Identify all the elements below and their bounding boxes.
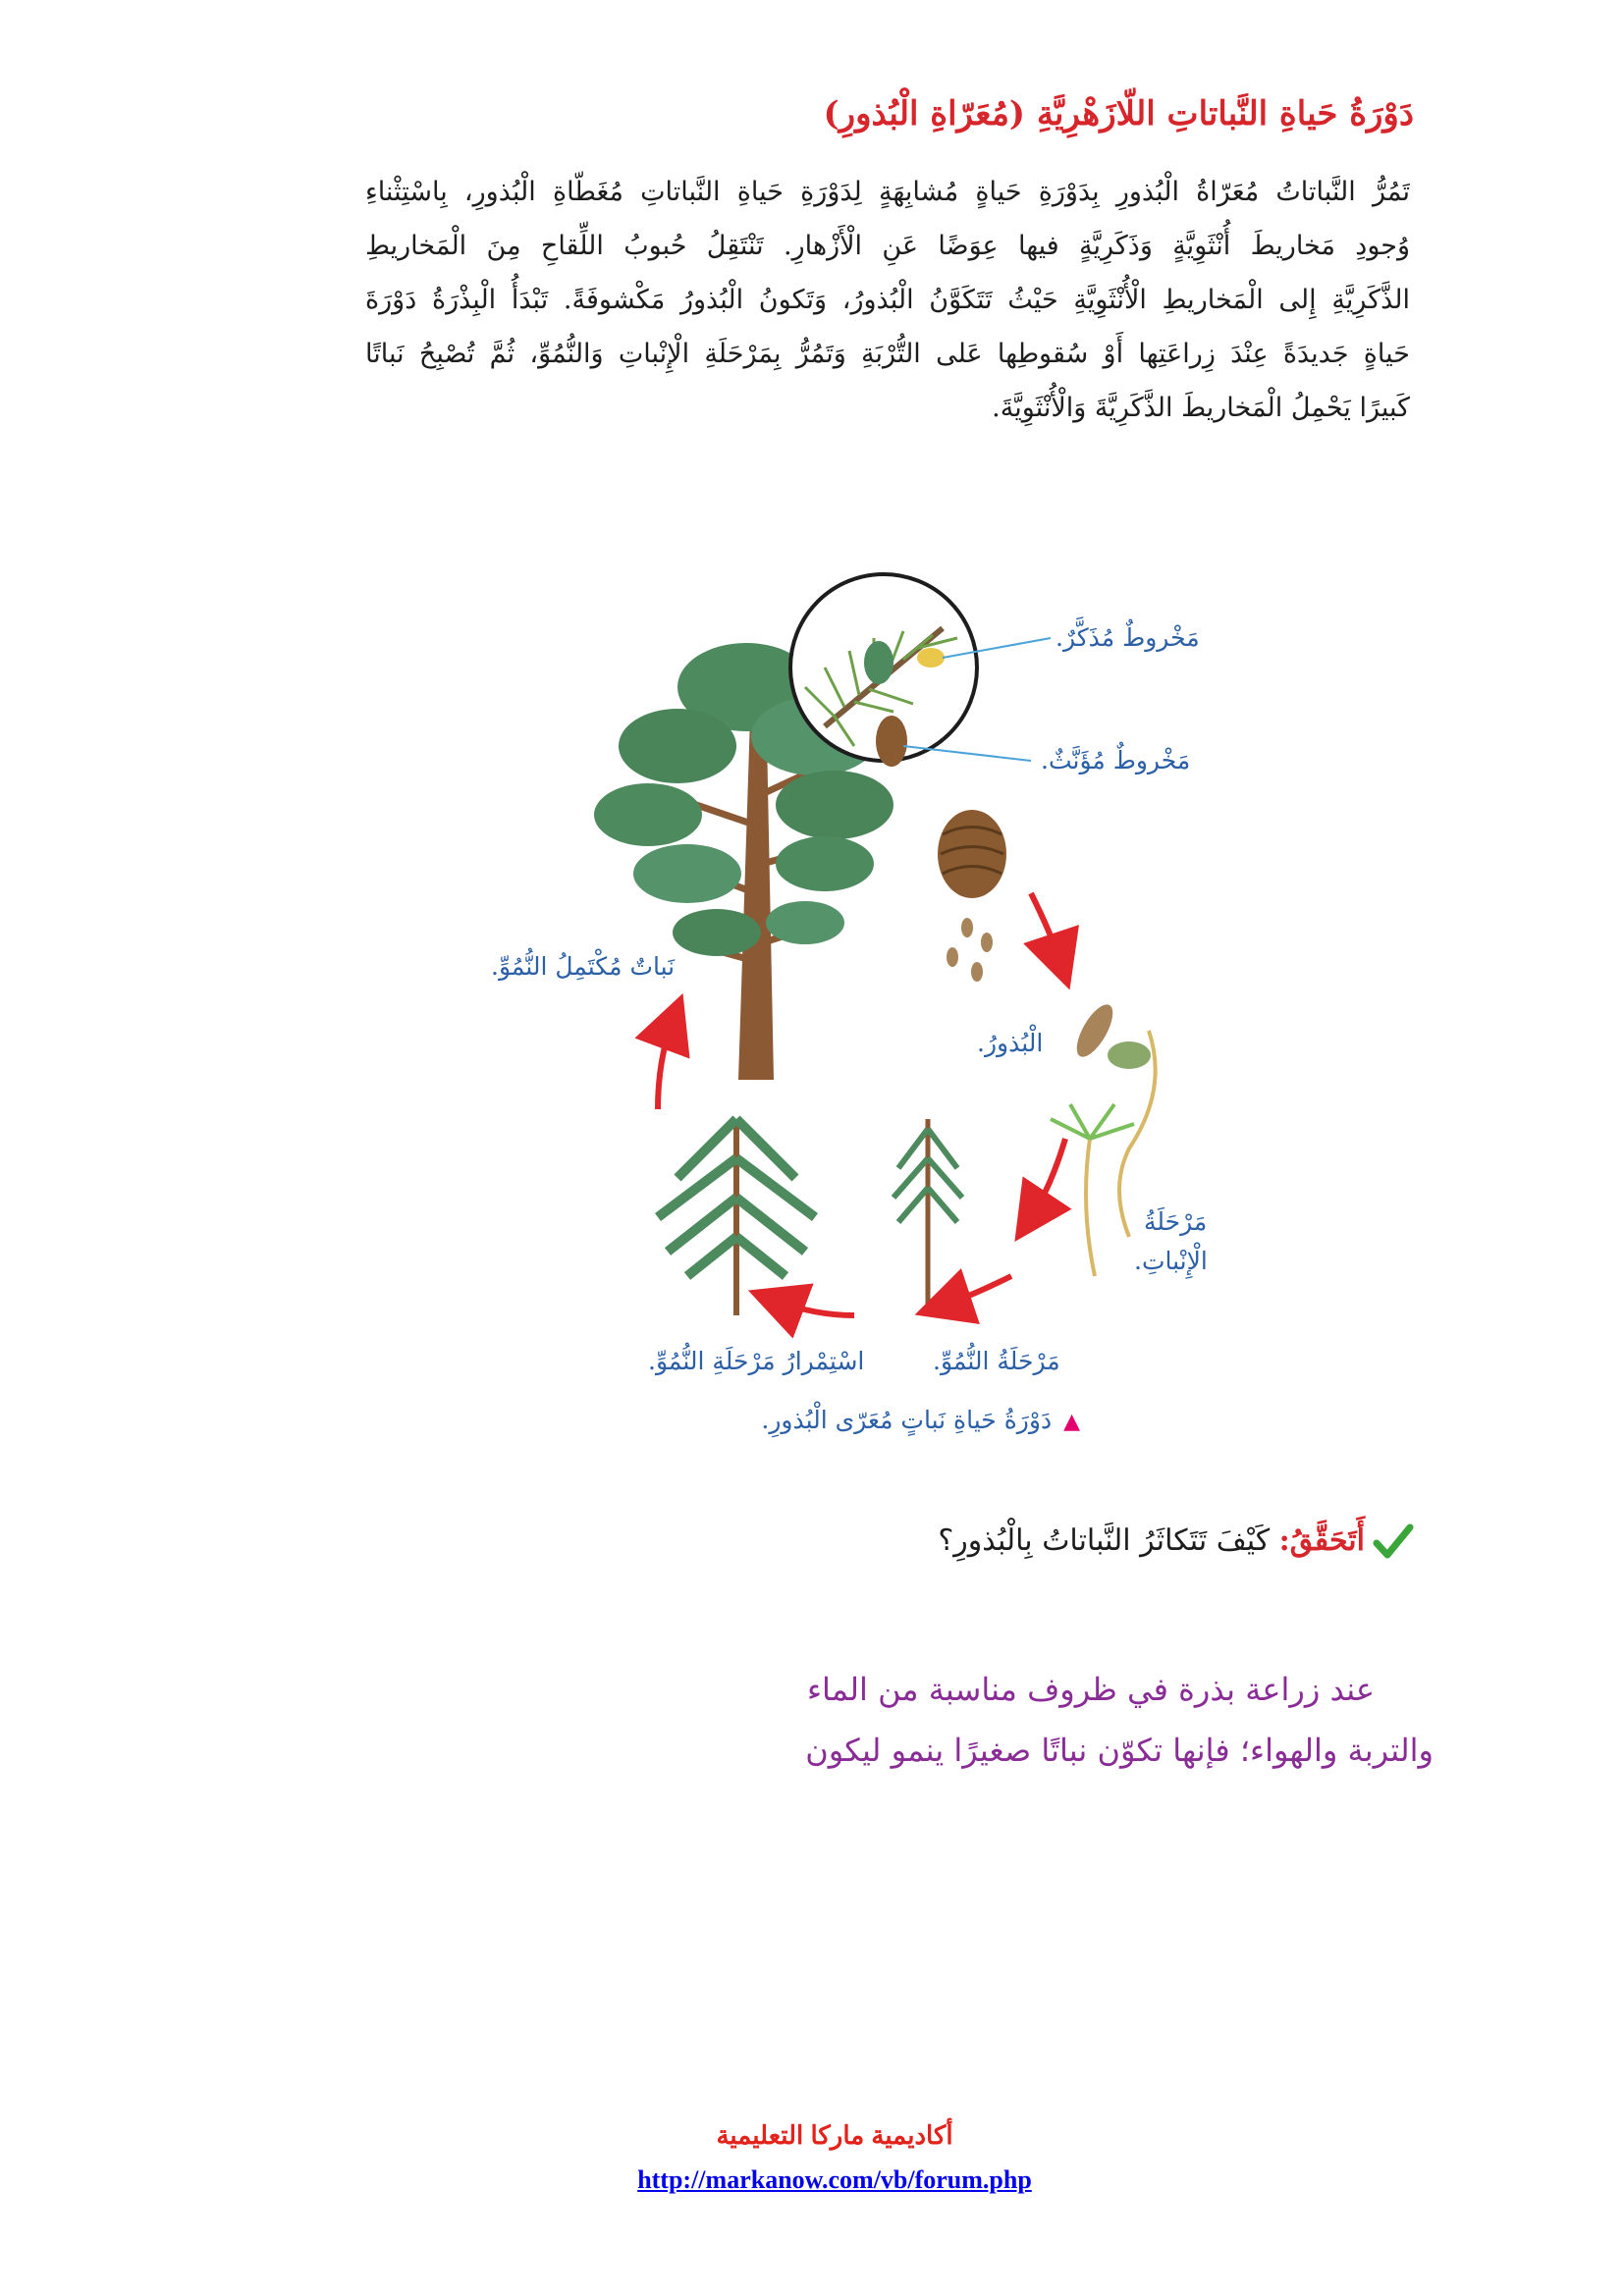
paragraph-line: حَياةٍ جَديدَةً عِنْدَ زِراعَتِها أَوْ سُقوطِها عَلى التُّرْبَةِ وَتَمُرُّ بِمَرْحَلَةِ الْإِنْباتِ وَالنُّمُوِّ، ثُمَّ تُصْبِحُ نَباتًا: [365, 339, 1410, 369]
male-cone-icon: [917, 648, 945, 667]
cycle-arrow: [658, 1021, 673, 1109]
label-growth: مَرْحَلَةُ النُّمُوِّ.: [933, 1347, 1060, 1375]
checkmark-icon: [1373, 1523, 1414, 1561]
section-heading: دَوْرَةُ حَياةِ النَّباتاتِ اللّازَهْرِيَّةِ (مُعَرّاةِ الْبُذورِ): [823, 94, 1414, 133]
body-paragraph: [365, 165, 1410, 435]
caption-text: دَوْرَةُ حَياةِ نَباتٍ مُعَرّى الْبُذورِ.: [761, 1406, 1053, 1434]
check-question: [903, 1523, 1414, 1561]
life-cycle-illustration: [481, 569, 1227, 1404]
handwritten-answer: [746, 1659, 1434, 1781]
answer-line: عند زراعة بذرة في ظروف مناسبة من الماء: [806, 1671, 1375, 1708]
cycle-arrow: [1031, 893, 1060, 962]
label-seeds: الْبُذورُ.: [977, 1029, 1044, 1057]
paragraph-line: وُجودِ مَخاريطَ أُنْثَوِيَّةٍ وَذَكَرِيَّةٍ فيها عِوَضًا عَنِ الْأَزْهارِ. تَنْتَقِلُ حُبوبُ اللِّقاحِ مِنَ الْمَخاريطِ: [365, 231, 1410, 261]
young-seedling: [1051, 1104, 1134, 1276]
paragraph-line: تَمُرُّ النَّباتاتُ مُعَرّاةُ الْبُذورِ بِدَوْرَةِ حَياةٍ مُشابِهَةٍ لِدَوْرَةِ حَياةِ النَّباتاتِ مُغَطّاةِ الْبُذورِ، بِاسْتِثْناءِ: [365, 177, 1410, 207]
answer-line: والتربة والهواء؛ فإنها تكوّن نباتًا صغيرًا ينمو ليكون: [805, 1732, 1434, 1769]
paragraph-line: كَبيرًا يَحْمِلُ الْمَخاريطَ الذَّكَرِيَّةَ وَالْأُنْثَوِيَّةَ.: [992, 393, 1410, 423]
label-male-cone: مَخْروطٌ مُذَكَّرٌ.: [1056, 623, 1200, 652]
paragraph-line: الذَّكَرِيَّةِ إِلى الْمَخاريطِ الْأُنْثَوِيَّةِ حَيْثُ تَتَكَوَّنُ الْبُذورُ، وَتَكونُ الْبُذورُ مَكْشوفَةً. تَبْدَأُ الْبِذْرَةُ دَوْرَةَ: [365, 285, 1410, 315]
footer-academy-name: أكاديمية ماركا التعليمية: [716, 2120, 953, 2150]
check-question-text: كَيْفَ تَتَكاثَرُ النَّباتاتُ بِالْبُذورِ؟: [938, 1523, 1271, 1558]
cycle-arrow: [1031, 1139, 1065, 1217]
triangle-icon: ▲: [1063, 1410, 1080, 1434]
label-germination: الْإِنْباتِ.: [1134, 1247, 1208, 1275]
female-cone-icon: [876, 716, 907, 767]
check-label: أَتَحَقَّقُ:: [1278, 1523, 1365, 1558]
cycle-arrow: [943, 1276, 1011, 1306]
figure-caption: [746, 1406, 1080, 1434]
footer-link[interactable]: http://markanow.com/vb/forum.php: [637, 2165, 1032, 2194]
label-continued-growth: اسْتِمْرارُ مَرْحَلَةِ النُّمُوِّ.: [648, 1347, 865, 1375]
label-germination: مَرْحَلَةُ: [1144, 1207, 1208, 1236]
pine-cone: [938, 810, 1006, 898]
germinating-seedling: [1108, 1031, 1156, 1237]
cycle-arrow: [776, 1301, 854, 1315]
label-mature-plant: نَباتٌ مُكْتَمِلُ النُّمُوِّ.: [491, 952, 676, 981]
small-pine: [893, 1119, 962, 1315]
label-female-cone: مَخْروطٌ مُؤَنَّثٌ.: [1041, 746, 1191, 774]
medium-pine: [658, 1119, 815, 1315]
